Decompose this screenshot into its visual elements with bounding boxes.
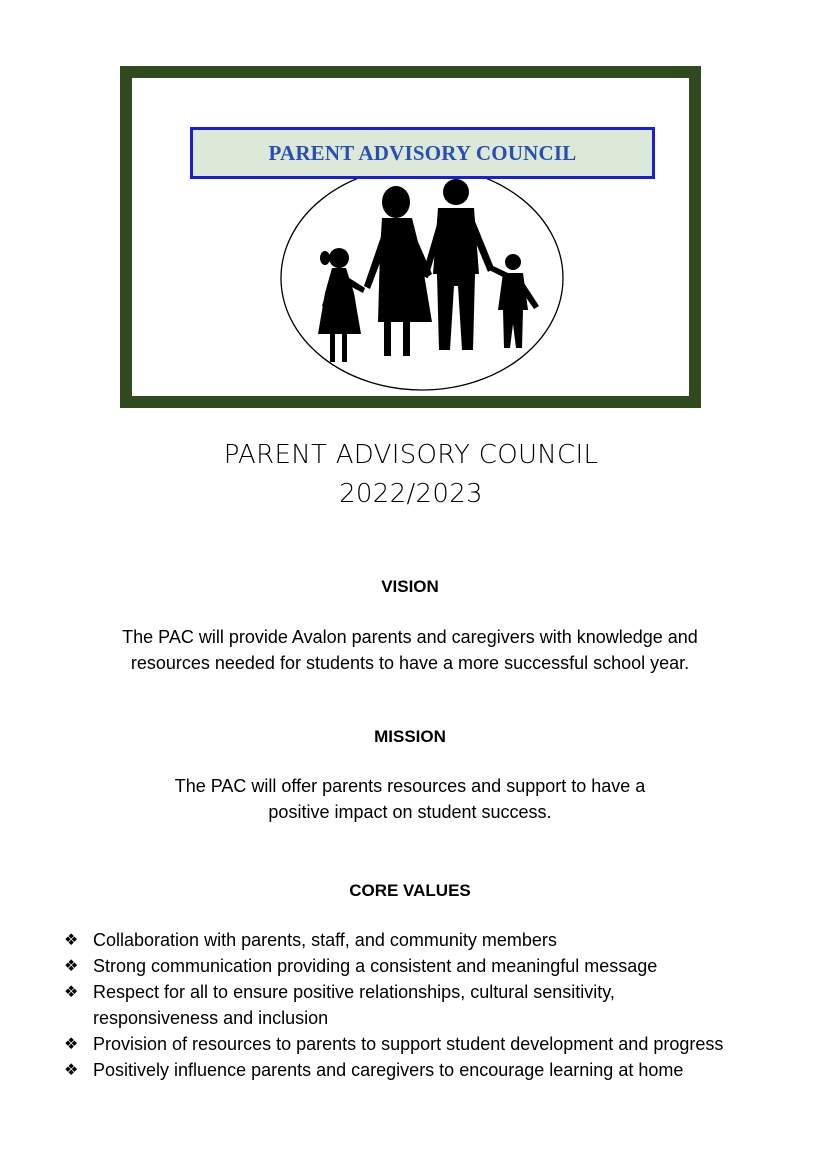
- list-item: ❖ Collaboration with parents, staff, and community members: [64, 927, 784, 953]
- list-item: ❖ Respect for all to ensure positive relationships, cultural sensitivity, responsiveness and inclusion: [64, 979, 784, 1031]
- diamond-bullet-icon: ❖: [64, 956, 79, 975]
- vision-text: [0, 624, 820, 676]
- diamond-bullet-icon: ❖: [64, 930, 79, 949]
- pac-logo: [120, 66, 701, 408]
- core-values-heading: CORE VALUES: [349, 881, 471, 900]
- logo-banner-text: PARENT ADVISORY COUNCIL: [190, 127, 655, 179]
- vision-heading: VISION: [381, 577, 439, 596]
- family-silhouette-icon: [132, 78, 689, 396]
- list-item: ❖ Provision of resources to parents to support student development and progress: [64, 1031, 784, 1057]
- core-values-list: [64, 927, 784, 1083]
- vision-line: The PAC will provide Avalon parents and caregivers with knowledge and: [122, 627, 698, 647]
- mission-line: The PAC will offer parents resources and support to have a: [174, 776, 646, 796]
- mission-text: [0, 773, 820, 825]
- diamond-bullet-icon: ❖: [64, 982, 79, 1001]
- title-line: PARENT ADVISORY COUNCIL: [223, 440, 599, 470]
- title-year: 2022/2023: [339, 479, 483, 509]
- mission-heading: MISSION: [374, 727, 446, 746]
- list-item: ❖ Positively influence parents and caregivers to encourage learning at home: [64, 1057, 784, 1083]
- page-title: [0, 436, 822, 514]
- vision-line: resources needed for students to have a more successful school year.: [130, 653, 690, 673]
- diamond-bullet-icon: ❖: [64, 1060, 79, 1079]
- diamond-bullet-icon: ❖: [64, 1034, 79, 1053]
- mission-line: positive impact on student success.: [268, 802, 552, 822]
- list-item: ❖ Strong communication providing a consistent and meaningful message: [64, 953, 784, 979]
